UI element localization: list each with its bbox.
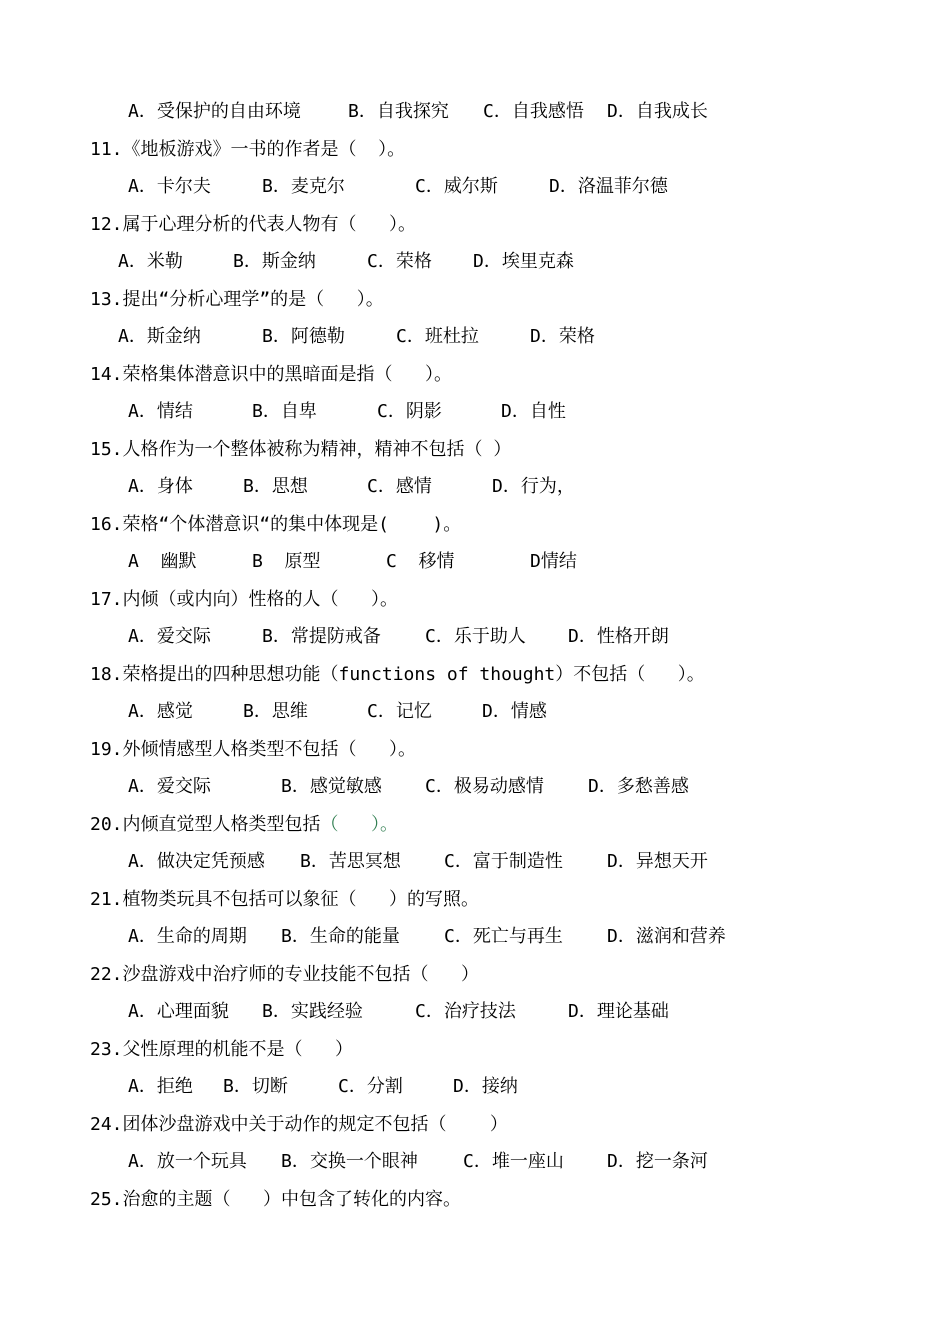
options-row (0, 922, 950, 952)
option-b: B．苦思冥想 (300, 851, 401, 872)
question-text (90, 510, 461, 540)
option-b: B．实践经验 (262, 1001, 363, 1022)
option-c: C．威尔斯 (415, 176, 498, 197)
option-b: B．切断 (223, 1076, 288, 1097)
option-d: D．滋润和营养 (607, 926, 726, 947)
option-b: B．感觉敏感 (281, 776, 382, 797)
question-text (90, 735, 416, 765)
question-text (90, 1110, 508, 1140)
question-stem: 12.属于心理分析的代表人物有（ ）。 (90, 213, 417, 235)
option-c: C．阴影 (377, 401, 442, 422)
options-row (0, 472, 950, 502)
question-text (90, 285, 384, 315)
option-a: A．感觉 (128, 701, 193, 722)
question-text (90, 660, 705, 690)
question-text (90, 1185, 461, 1215)
question-stem: 17.内倾（或内向）性格的人（ ）。 (90, 588, 399, 610)
question-stem: 11.《地板游戏》一书的作者是（ ）。 (90, 138, 406, 160)
option-d: D．情感 (482, 701, 547, 722)
options-row (0, 322, 950, 352)
option-d: D．接纳 (453, 1076, 518, 1097)
question-stem: 21.植物类玩具不包括可以象征（ ）的写照。 (90, 888, 480, 910)
option-b: B．斯金纳 (233, 251, 316, 272)
option-b: B．自我探究 (348, 101, 449, 122)
options-row (0, 772, 950, 802)
option-a: A．情结 (128, 401, 193, 422)
options-row (0, 997, 950, 1027)
question-text (90, 885, 479, 915)
option-d: D．荣格 (530, 326, 595, 347)
answer-blank: （ ）。 (320, 813, 399, 835)
question-text (90, 435, 511, 465)
question-stem: 19.外倾情感型人格类型不包括（ ）。 (90, 738, 417, 760)
option-a: A．米勒 (118, 251, 183, 272)
option-b: B．阿德勒 (262, 326, 345, 347)
option-d: D．异想天开 (607, 851, 708, 872)
question-text (90, 960, 479, 990)
options-row (0, 847, 950, 877)
option-c: C．记忆 (367, 701, 432, 722)
option-d: D．埃里克森 (473, 251, 574, 272)
option-a: A．心理面貌 (128, 1001, 229, 1022)
question-stem: 25.治愈的主题（ ）中包含了转化的内容。 (90, 1188, 462, 1210)
option-d: D．挖一条河 (607, 1151, 708, 1172)
question-stem: 13.提出“分析心理学”的是（ ）。 (90, 288, 384, 310)
options-row (0, 172, 950, 202)
question-stem: 15.人格作为一个整体被称为精神，精神不包括（ ） (90, 438, 512, 460)
option-d: D．多愁善感 (588, 776, 689, 797)
option-b: B．常提防戒备 (262, 626, 381, 647)
question-text (90, 210, 416, 240)
question-text (90, 360, 452, 390)
option-a: A．斯金纳 (118, 326, 201, 347)
option-a: A．受保护的自由环境 (128, 101, 301, 122)
option-c: C．自我感悟 (483, 101, 584, 122)
option-c: C．分割 (338, 1076, 403, 1097)
options-row (0, 1147, 950, 1177)
option-c: C．乐于助人 (425, 626, 526, 647)
question-stem: 20.内倾直觉型人格类型包括 (90, 813, 321, 835)
options-row (0, 397, 950, 427)
option-c: C．荣格 (367, 251, 432, 272)
options-row (0, 547, 950, 577)
question-stem: 23.父性原理的机能不是（ ） (90, 1038, 354, 1060)
option-b: B．麦克尔 (262, 176, 345, 197)
question-stem: 14.荣格集体潜意识中的黑暗面是指（ ）。 (90, 363, 453, 385)
option-b: B．自卑 (252, 401, 317, 422)
option-b: B 原型 (252, 551, 321, 572)
option-d: D．行为， (492, 476, 575, 497)
option-a: A．身体 (128, 476, 193, 497)
question-text (90, 1035, 353, 1065)
option-c: C．堆一座山 (463, 1151, 564, 1172)
question-stem: 18.荣格提出的四种思想功能（functions of thought）不包括（ ）。 (90, 663, 705, 685)
option-c: C．死亡与再生 (444, 926, 563, 947)
question-stem: 22.沙盘游戏中治疗师的专业技能不包括（ ） (90, 963, 480, 985)
option-b: B．生命的能量 (281, 926, 400, 947)
option-a: A 幽默 (128, 551, 197, 572)
option-d: D．自我成长 (607, 101, 708, 122)
option-b: B．思想 (243, 476, 308, 497)
option-c: C．极易动感情 (425, 776, 544, 797)
option-c: C．班杜拉 (396, 326, 479, 347)
options-row (0, 1072, 950, 1102)
options-row (0, 622, 950, 652)
option-d: D情结 (530, 551, 577, 572)
question-text (90, 585, 398, 615)
option-d: D．自性 (501, 401, 566, 422)
option-c: C 移情 (386, 551, 455, 572)
option-d: D．理论基础 (568, 1001, 669, 1022)
question-stem: 24.团体沙盘游戏中关于动作的规定不包括（ ） (90, 1113, 508, 1135)
option-b: B．交换一个眼神 (281, 1151, 418, 1172)
option-a: A．做决定凭预感 (128, 851, 265, 872)
options-row (0, 247, 950, 277)
option-a: A．放一个玩具 (128, 1151, 247, 1172)
question-text (90, 810, 398, 840)
options-row (0, 97, 950, 127)
option-a: A．生命的周期 (128, 926, 247, 947)
option-d: D．洛温菲尔德 (549, 176, 668, 197)
question-stem: 16.荣格“个体潜意识“的集中体现是( )。 (90, 513, 462, 535)
options-row (0, 697, 950, 727)
option-a: A．爱交际 (128, 626, 211, 647)
option-a: A．拒绝 (128, 1076, 193, 1097)
option-a: A．爱交际 (128, 776, 211, 797)
option-d: D．性格开朗 (568, 626, 669, 647)
question-text (90, 135, 405, 165)
option-a: A．卡尔夫 (128, 176, 211, 197)
option-c: C．治疗技法 (415, 1001, 516, 1022)
option-c: C．感情 (367, 476, 432, 497)
option-b: B．思维 (243, 701, 308, 722)
option-c: C．富于制造性 (444, 851, 563, 872)
